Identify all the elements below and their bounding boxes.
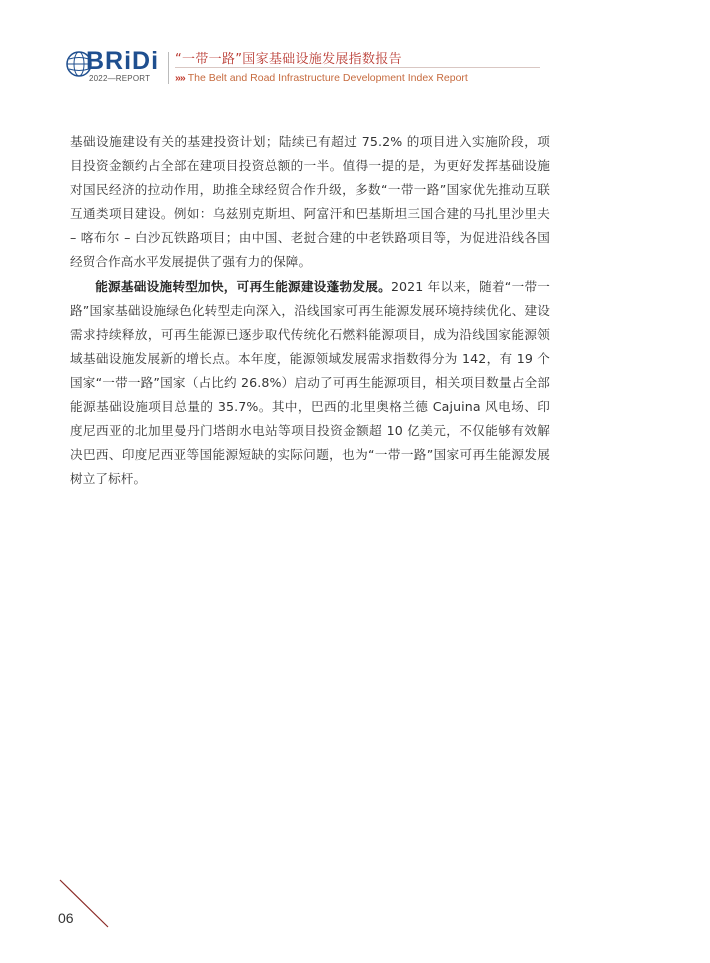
logo-subtext: 2022—REPORT: [89, 74, 151, 83]
logo-text: BRiDi: [86, 47, 160, 75]
paragraph-2-lead: 能源基础设施转型加快，可再生能源建设蓬勃发展。: [95, 278, 391, 294]
page-number: 06: [58, 910, 74, 926]
report-title-en-text: The Belt and Road Infrastructure Development Index Report: [187, 72, 468, 84]
report-title-cn: “一带一路”国家基础设施发展指数报告: [175, 52, 402, 67]
paragraph-1: 基础设施建设有关的基建投资计划；陆续已有超过 75.2% 的项目进入实施阶段，项目投资金额约占全部在建项目投资总额的一半。值得一提的是，为更好发挥基础设施对国民经济的拉动作用，助推全球经贸合作升级，多数“一带一路”国家优先推动互联互通类项目建设。例如：乌兹别克斯坦、阿富汗和巴基斯坦三国合建的马扎里沙里夫 – 喀布尔 – 白沙瓦铁路项目；由中国、老挝合建的中老铁路项目等，为促进沿线各国经贸合作高水平发展提供了强有力的保障。: [70, 134, 550, 270]
paragraph-2-rest: 2021 年以来，随着“一带一路”国家基础设施绿色化转型走向深入，沿线国家可再生能源发展环境持续优化、建设需求持续释放，可再生能源已逐步取代传统化石燃料能源项目，成为沿线国家能源领域基础设施发展新的增长点。本年度，能源领域发展需求指数得分为 142，有 19 个国家“一带一路”国家（占比约 26.8%）启动了可再生能源项目，相关项目数量占全部能源基础设施项目总量的 35.7%。其中，巴西的北里奥格兰德 Cajuina 风电场、印度尼西亚的北加里曼丹门塔朗水电站等项目投资金额超 10 亿美元，不仅能够有效解决巴西、印度尼西亚等国能源短缺的实际问题，也为“一带一路”国家可再生能源发展树立了标杆。: [70, 278, 551, 487]
chevrons-icon: »»: [175, 72, 185, 84]
